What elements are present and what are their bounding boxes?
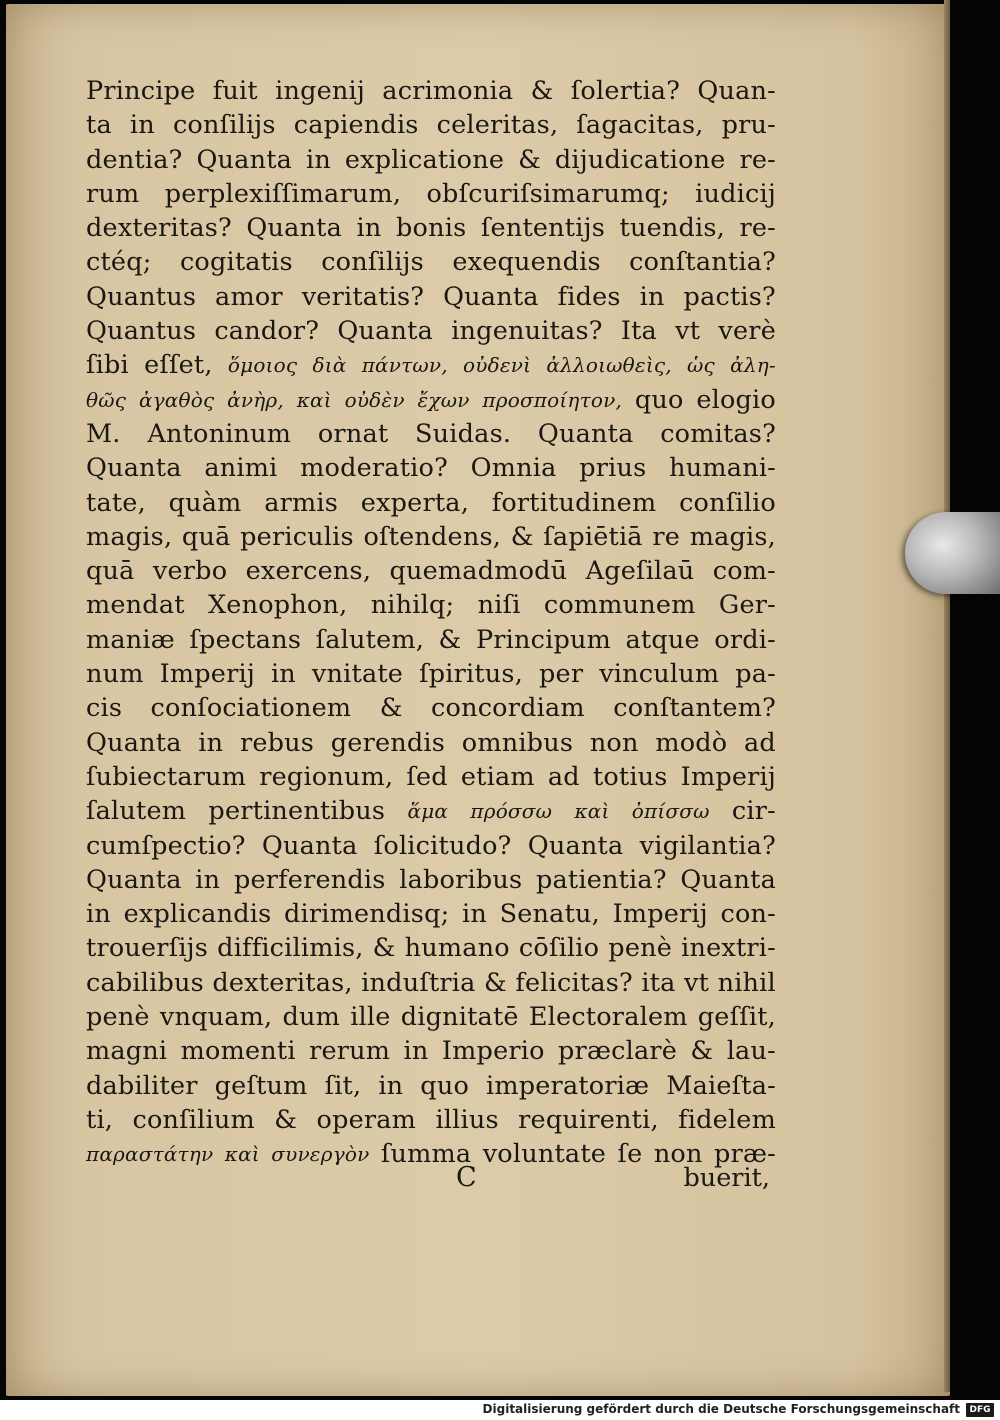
text-line: Quanta in rebus gerendis omnibus non modò ad [86, 727, 776, 758]
text-line: in explicandis dirimendisq; in Senatu, Imperij con- [86, 899, 776, 930]
text-line: ti, conſilium & operam illius requirenti, fidelem [86, 1104, 776, 1135]
text-line: dentia? Quanta in explicatione & dijudicatione re- [86, 144, 776, 175]
text-line: ſibi eſſet, ὅμοιος διὰ πάντων, οὐδενὶ ἀλλοιωθεὶς, ὡς ἀλη- [86, 350, 776, 381]
text-line: Quanta animi moderatio? Omnia prius humani- [86, 453, 776, 484]
text-line: tate, quàm armis experta, fortitudinem conſilio [86, 487, 776, 518]
text-line: cabilibus dexteritas, induſtria & felicitas? ita vt nihil [86, 967, 776, 998]
bookmark-tab [905, 512, 1000, 594]
text-line: Quantus candor? Quanta ingenuitas? Ita vt verè [86, 316, 776, 347]
text-line: θῶς ἀγαθὸς ἀνὴρ, καὶ οὐδὲν ἔχων προσποίητον, quo elogio [86, 384, 776, 415]
text-line: dexteritas? Quanta in bonis ſententijs tuendis, re- [86, 213, 776, 244]
digitization-footer [0, 1400, 1000, 1420]
text-line: magni momenti rerum in Imperio præclarè & lau- [86, 1036, 776, 1067]
text-line: ctéq; cogitatis conſilijs exequendis conſtantia? [86, 247, 776, 278]
catchword: buerit, [683, 1163, 770, 1193]
text-line: Quantus amor veritatis? Quanta fides in pactis? [86, 281, 776, 312]
dfg-logo: DFG [966, 1403, 994, 1417]
text-line: ſalutem pertinentibus ἅμα πρόσσω καὶ ὀπίσσω cir- [86, 796, 776, 827]
text-line: penè vnquam, dum ille dignitatē Electoralem geſſit, [86, 1002, 776, 1033]
text-line: mendat Xenophon, nihilq; niſi communem Ger- [86, 590, 776, 621]
page-text-block [86, 74, 776, 1172]
text-line: Quanta in perferendis laboribus patientia? Quanta [86, 864, 776, 895]
signature-mark: C [456, 1162, 477, 1193]
text-line: cis conſociationem & concordiam conſtantem? [86, 693, 776, 724]
text-line: maniæ ſpectans ſalutem, & Principum atque ordi- [86, 624, 776, 655]
text-line: Principe fuit ingenij acrimonia & ſolertia? Quan- [86, 76, 776, 106]
text-line: rum perplexiſſimarum, obſcuriſsimarumq; iudicij [86, 178, 776, 209]
text-line: dabiliter geſtum ſit, in quo imperatoriæ Maieſta- [86, 1070, 776, 1101]
text-line: quā verbo exercens, quemadmodū Ageſilaū com- [86, 556, 776, 587]
text-line: ta in conſilijs capiendis celeritas, ſagacitas, pru- [86, 110, 776, 141]
page-edge [944, 0, 950, 1392]
text-line: trouerſijs difficilimis, & humano cōſilio penè inextri- [86, 933, 776, 964]
text-line: παραστάτην καὶ συνεργὸν ſumma voluntate ſe non præ- [86, 1139, 776, 1170]
text-line: ſubiectarum regionum, ſed etiam ad totius Imperij [86, 761, 776, 792]
page-footer-row [80, 1161, 770, 1195]
text-line: num Imperij in vnitate ſpiritus, per vinculum pa- [86, 659, 776, 690]
text-line: M. Antoninum ornat Suidas. Quanta comitas? [86, 418, 776, 449]
dfg-credit: Digitalisierung gefördert durch die Deutsche Forschungsgemeinschaft [482, 1402, 960, 1416]
text-line: cumſpectio? Quanta ſolicitudo? Quanta vigilantia? [86, 830, 776, 861]
text-line: magis, quā periculis oſtendens, & ſapiētiā re magis, [86, 521, 776, 552]
